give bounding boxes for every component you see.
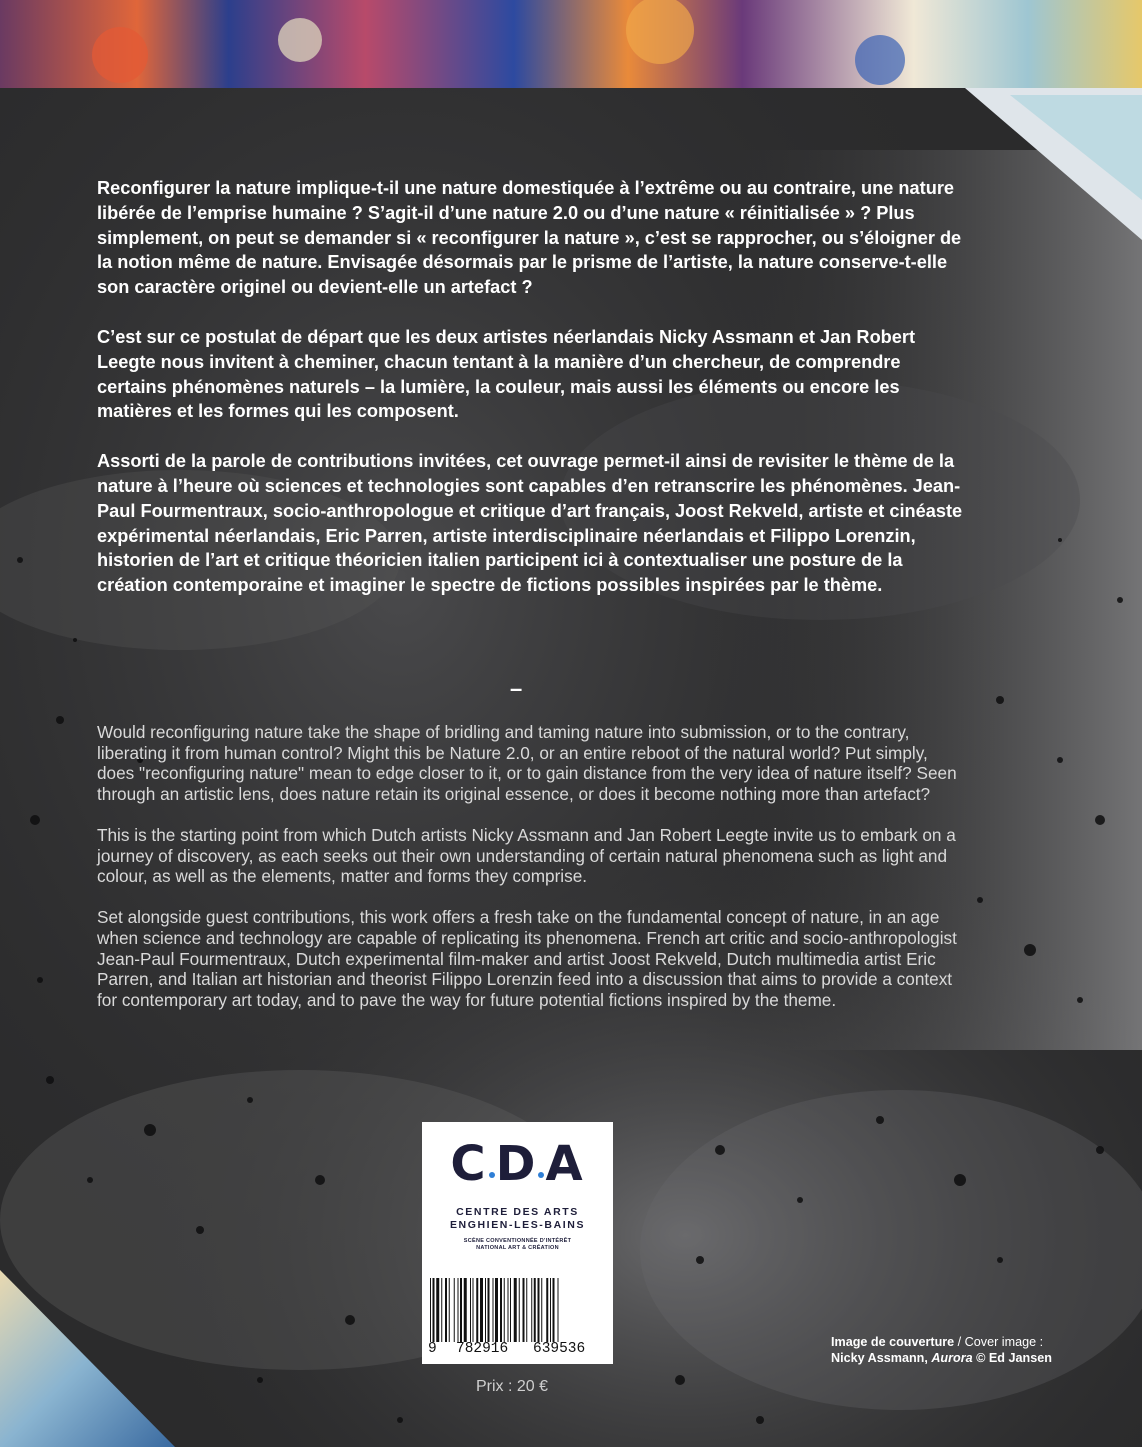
barcode-bar	[504, 1278, 505, 1342]
logo-letter-c: C	[450, 1136, 488, 1192]
price-label: Prix : 20 €	[476, 1378, 549, 1395]
isbn-barcode	[428, 1278, 608, 1342]
barcode-bar	[541, 1278, 542, 1342]
barcode-digit-group-2: 782916	[456, 1341, 509, 1357]
credit-label-bold: Image de couverture	[831, 1335, 955, 1349]
credit-title: Aurora	[931, 1351, 973, 1365]
barcode-bar	[436, 1278, 439, 1342]
credit-label-rest: / Cover image :	[954, 1335, 1044, 1349]
barcode-bar	[449, 1278, 450, 1342]
barcode-bar	[550, 1278, 551, 1342]
logo-subtitle-1: SCÈNE CONVENTIONNÉE D'INTÉRÊT	[463, 1238, 572, 1244]
barcode-bar	[508, 1278, 509, 1342]
english-paragraph-2: This is the starting point from which Dutch artists Nicky Assmann and Jan Robert Leegte invite us to embark on a journey of discovery, as each seeks out their own understanding of certain natural phenomena such as light and colour, as well as the elements, matter and forms they comprise.	[97, 824, 956, 887]
cda-logo	[422, 1136, 613, 1192]
barcode-bar	[460, 1278, 462, 1342]
barcode-bar	[445, 1278, 447, 1342]
credit-line-1	[831, 1334, 1052, 1350]
barcode-bar	[558, 1278, 559, 1342]
french-paragraph-3: Assorti de la parole de contributions invitées, cet ouvrage permet-il ainsi de revisiter le thème de la nature à l’heure où sciences et technologies sont capables d’en retranscrire les phénomènes. Jean-Paul Fourmentraux, socio-anthropologue et critique d’art français, Joost Rekveld, artiste et cinéaste expérimental néerlandais, Eric Parren, artiste interdisciplinaire néerlandais et Filippo Lorenzin, historien de l’art et critique théoricien italien participent ici à contextualiser une posture de la création contemporaine et imaginer le spectre de fictions possibles inspirées par le thème.	[97, 451, 963, 596]
french-paragraph-1: Reconfigurer la nature implique-t-il une nature domestiquée à l’extrême ou au contraire, une nature libérée de l’emprise humaine ? S’agit-il d’une nature 2.0 ou d’une nature « réinitialisée » ? Plus simplement, on peut se demander si « reconfigurer la nature », c’est se rapprocher, ou s’éloigner de la notion même de nature. Envisagée désormais par le prisme de l’artiste, la nature conserve-t-elle son caractère originel ou devient-elle un artefact ?	[97, 178, 962, 298]
barcode-bar	[473, 1278, 474, 1342]
logo-dot	[489, 1172, 495, 1178]
credit-author: Nicky Assmann,	[831, 1351, 932, 1365]
barcode-digit-group-3: 639536	[533, 1341, 586, 1357]
english-description	[97, 722, 957, 1031]
barcode-bar	[500, 1278, 502, 1342]
barcode-bar	[476, 1278, 478, 1342]
barcode-bar	[454, 1278, 455, 1342]
barcode-bar	[546, 1278, 548, 1342]
french-paragraph-2: C’est sur ce postulat de départ que les deux artistes néerlandais Nicky Assmann et Jan Robert Leegte nous invitent à cheminer, chacun tentant à la manière d’un chercheur, de comprendre certains phénomènes naturels – la lumière, la couleur, mais aussi les éléments ou encore les matières et les formes qui les composent.	[97, 326, 916, 422]
barcode-bar	[458, 1278, 459, 1342]
barcode-bar	[553, 1278, 555, 1342]
logo-letter-d: D	[495, 1136, 538, 1192]
barcode-bar	[514, 1278, 517, 1342]
barcode-bar	[430, 1278, 431, 1342]
logo-letter-a: A	[545, 1136, 585, 1192]
barcode-bar	[441, 1278, 442, 1342]
logo-line-1: CENTRE DES ARTS	[456, 1206, 579, 1218]
barcode-bar	[493, 1278, 494, 1342]
barcode-bar	[495, 1278, 498, 1342]
logo-line-2: ENGHIEN-LES-BAINS	[449, 1219, 586, 1231]
barcode-bar	[519, 1278, 520, 1342]
french-description	[97, 176, 967, 623]
english-paragraph-3: Set alongside guest contributions, this work offers a fresh take on the fundamental concept of nature, in an age when science and technology are capable of replicating its phenomena. French art critic and socio-anthropologist Jean-Paul Fourmentraux, Dutch experimental film-maker and artist Joost Rekveld, Dutch multimedia artist Eric Parren, and Italian art historian and theorist Filippo Lorenzin feed into a discussion that aims to provide a context for contemporary art today, and to pave the way for future potential fictions inspired by the theme.	[97, 907, 957, 1010]
barcode-bar	[538, 1278, 540, 1342]
barcode-bar	[510, 1278, 511, 1342]
english-paragraph-1: Would reconfiguring nature take the shape of bridling and taming nature into submission, or to the contrary, liberating it from human control? Might this be Nature 2.0, or an entire reboot of the natural world? Put simply, does "reconfiguring nature" mean to edge closer to it, or to gain distance from the very idea of nature itself? Seen through an artistic lens, does nature retain its original essence, or does it become nothing more than artefact?	[97, 722, 957, 804]
cover-image-credit	[831, 1334, 1052, 1366]
barcode-digit-group-1: 9	[428, 1341, 437, 1357]
barcode-bar	[531, 1278, 532, 1342]
logo-subtitle-2: NATIONAL ART & CRÉATION	[476, 1245, 559, 1251]
barcode-bar	[470, 1278, 471, 1342]
section-separator: –	[510, 676, 523, 701]
barcode-bar	[488, 1278, 490, 1342]
barcode-bar	[485, 1278, 486, 1342]
barcode-bar	[526, 1278, 527, 1342]
credit-copyright: © Ed Jansen	[972, 1351, 1052, 1365]
barcode-bar	[534, 1278, 536, 1342]
barcode-bar	[433, 1278, 435, 1342]
logo-dot	[538, 1172, 544, 1178]
credit-line-2	[831, 1350, 1052, 1366]
barcode-bar	[480, 1278, 483, 1342]
barcode-bar	[523, 1278, 525, 1342]
barcode-bar	[464, 1278, 467, 1342]
